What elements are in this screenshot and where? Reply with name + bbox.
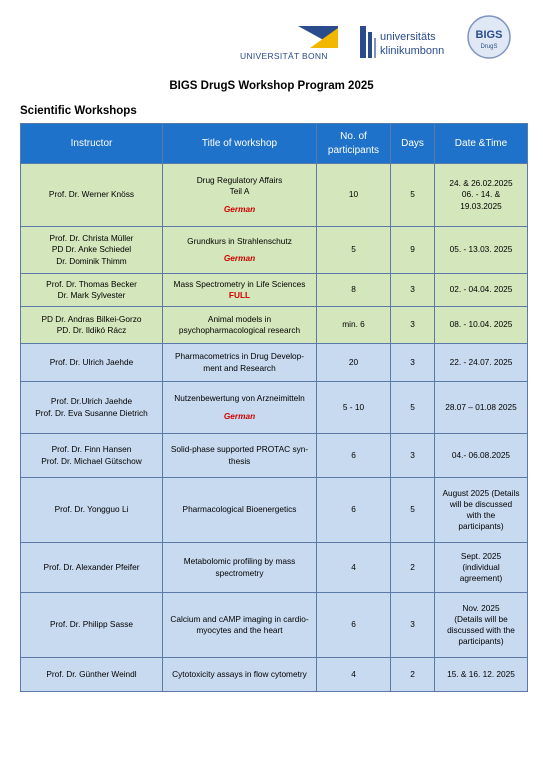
instructor-cell-line: Prof. Dr. Yongguo Li [54, 504, 129, 515]
svg-text:universitäts: universitäts [380, 31, 436, 43]
workshop-title-cell-line: Solid-phase supported PROTAC syn- [170, 444, 309, 455]
workshop-title-cell [163, 593, 317, 658]
instructor-cell [21, 658, 163, 692]
participants-cell: 5 - 10 [317, 382, 391, 434]
date-cell [435, 164, 528, 227]
date-cell-line: 24. & 26.02.2025 [449, 178, 513, 189]
table-row [21, 164, 528, 227]
date-cell [435, 307, 528, 344]
date-cell-line: 22. - 24.07. 2025 [449, 356, 513, 367]
workshop-title-cell-line: Mass Spectrometry in Life Sciences [173, 278, 306, 289]
table-row [21, 478, 528, 543]
participants-cell: min. 6 [317, 307, 391, 344]
workshop-title-cell [163, 164, 317, 227]
instructor-cell-line: Prof. Dr. Alexander Pfeifer [43, 561, 140, 572]
logo-bar [0, 14, 543, 64]
workshop-title-cell [163, 344, 317, 382]
instructor-cell [21, 593, 163, 658]
table-row [21, 658, 528, 692]
days-cell: 3 [391, 344, 435, 382]
language-tag: German [223, 203, 256, 214]
workshop-title-cell [163, 382, 317, 434]
date-cell-line: discussed with the [447, 625, 515, 635]
workshop-title-cell-line: Teil A [229, 186, 250, 197]
instructor-cell-line: Dr. Mark Sylvester [57, 290, 126, 300]
table-body [21, 164, 528, 692]
instructor-cell-line: Prof. Dr. Michael Gütschow [41, 455, 142, 466]
days-cell: 5 [391, 478, 435, 543]
workshop-title-cell [163, 434, 317, 478]
days-cell: 3 [391, 434, 435, 478]
date-cell-line: 04.- 06.08.2025 [451, 449, 511, 460]
workshop-title-cell [163, 658, 317, 692]
workshop-title-cell-line: Pharmacological Bioenergetics [182, 504, 297, 515]
participants-cell: 4 [317, 543, 391, 593]
workshop-title-cell-line: Nutzenbewertung von Arzneimitteln [174, 393, 305, 404]
header-days: Days [391, 124, 435, 164]
workshop-title-cell-line: Metabolomic profiling by mass [183, 556, 296, 567]
uk-bonn-logo [356, 22, 456, 62]
logo-bonn-text: UNIVERSITÄT BONN [240, 51, 328, 61]
date-cell-line: 02. - 04.04. 2025 [449, 284, 513, 295]
date-cell-line: 08. - 10.04. 2025 [449, 319, 513, 330]
participants-cell: 5 [317, 227, 391, 274]
workshop-title-cell-line: psychopharmacological research [178, 325, 301, 335]
instructor-cell [21, 543, 163, 593]
table-row [21, 543, 528, 593]
workshop-title-cell-line: Grundkurs in Strahlenschutz [187, 235, 292, 246]
workshop-title-cell-line: Animal models in [207, 313, 272, 324]
instructor-cell-line: Prof. Dr. Werner Knöss [48, 189, 135, 200]
date-cell [435, 593, 528, 658]
workshop-table [20, 123, 528, 692]
table-row [21, 344, 528, 382]
date-cell-line: (individual [462, 561, 500, 572]
header-date: Date &Time [435, 124, 528, 164]
instructor-cell-line: Prof. Dr.Ulrich Jaehde [50, 396, 133, 407]
instructor-cell-line: Prof. Dr. Philipp Sasse [49, 619, 133, 630]
workshop-title-cell-line: thesis [228, 455, 251, 466]
table-row [21, 382, 528, 434]
workshop-title-cell [163, 227, 317, 274]
participants-cell: 8 [317, 274, 391, 307]
instructor-cell-line: Dr. Dominik Thimm [56, 255, 127, 266]
instructor-cell-line: Prof. Dr. Finn Hansen [51, 444, 132, 455]
date-cell [435, 274, 528, 307]
svg-text:klinikumbonn: klinikumbonn [380, 45, 445, 57]
workshop-title-cell-line: Calcium and cAMP imaging in cardio- [170, 613, 309, 624]
instructor-cell [21, 382, 163, 434]
instructor-cell-line: PD Dr. Andras Bilkei-Gorzo [41, 313, 142, 324]
date-cell-line: agreement) [459, 573, 503, 584]
workshop-title-cell [163, 478, 317, 543]
language-tag: German [223, 410, 256, 421]
university-bonn-logo [240, 24, 340, 62]
workshop-title-cell [163, 307, 317, 344]
date-cell-line: (Details will be [454, 613, 508, 624]
header-participants: No. of participants [317, 124, 391, 164]
workshop-title-cell-line: Cytotoxicity assays in flow cytometry [172, 668, 307, 679]
bigs-drugs-logo [466, 14, 512, 60]
instructor-cell-line: Prof. Dr. Christa Müller [49, 233, 134, 244]
date-cell-line: participants) [458, 636, 504, 647]
date-cell-line: Sept. 2025 [460, 550, 502, 561]
date-cell [435, 344, 528, 382]
instructor-cell-line: PD Dr. Anke Schiedel [51, 244, 132, 255]
svg-text:BIGS: BIGS [475, 29, 503, 41]
instructor-cell-line: Prof. Dr. Eva Susanne Dietrich [35, 407, 148, 418]
participants-cell: 6 [317, 478, 391, 543]
days-cell: 9 [391, 227, 435, 274]
document-title: BIGS DrugS Workshop Program 2025 [169, 80, 374, 92]
language-tag: FULL [228, 290, 251, 300]
table-row [21, 434, 528, 478]
days-cell: 3 [391, 593, 435, 658]
workshop-title-cell [163, 274, 317, 307]
table-row [21, 274, 528, 307]
instructor-cell [21, 344, 163, 382]
workshop-title-cell [163, 543, 317, 593]
days-cell: 2 [391, 658, 435, 692]
table-row [21, 307, 528, 344]
date-cell-line: will be discussed [449, 498, 513, 509]
participants-cell: 6 [317, 434, 391, 478]
date-cell-line: 28.07 – 01.08 2025 [445, 401, 517, 412]
days-cell: 2 [391, 543, 435, 593]
days-cell: 3 [391, 307, 435, 344]
date-cell [435, 543, 528, 593]
days-cell: 5 [391, 382, 435, 434]
instructor-cell-line: Prof. Dr. Ulrich Jaehde [49, 356, 134, 367]
date-cell [435, 658, 528, 692]
date-cell-line: Nov. 2025 [462, 602, 500, 613]
date-cell [435, 434, 528, 478]
table-row [21, 227, 528, 274]
instructor-cell [21, 274, 163, 307]
date-cell [435, 478, 528, 543]
workshop-title-cell-line: spectrometry [215, 567, 264, 578]
section-heading: Scientific Workshops [20, 105, 137, 117]
instructor-cell [21, 164, 163, 227]
table-row [21, 593, 528, 658]
instructor-cell [21, 434, 163, 478]
header-instructor: Instructor [21, 124, 163, 164]
participants-cell: 20 [317, 344, 391, 382]
date-cell-line: 19.03.2025 [460, 200, 502, 211]
date-cell [435, 227, 528, 274]
days-cell: 5 [391, 164, 435, 227]
language-tag: German [223, 253, 256, 263]
date-cell-line: 06. - 14. & [461, 189, 501, 200]
date-cell [435, 382, 528, 434]
date-cell-line: 05. - 13.03. 2025 [449, 244, 513, 255]
instructor-cell-line: Prof. Dr. Günther Weindl [46, 668, 137, 679]
workshop-title-cell-line: Pharmacometrics in Drug Develop- [174, 351, 305, 362]
participants-cell: 10 [317, 164, 391, 227]
date-cell-line: August 2025 (Details [442, 487, 520, 498]
instructor-cell [21, 227, 163, 274]
workshop-title-cell-line: Drug Regulatory Affairs [196, 175, 283, 186]
instructor-cell [21, 478, 163, 543]
table-header-row [21, 124, 528, 164]
participants-cell: 4 [317, 658, 391, 692]
days-cell: 3 [391, 274, 435, 307]
instructor-cell [21, 307, 163, 344]
participants-cell: 6 [317, 593, 391, 658]
svg-text:DrugS: DrugS [480, 44, 498, 50]
instructor-cell-line: Prof. Dr. Thomas Becker [46, 278, 137, 289]
header-title: Title of workshop [163, 124, 317, 164]
workshop-title-cell-line: ment and Research [203, 362, 276, 373]
date-cell-line: with the [466, 510, 496, 520]
date-cell-line: 15. & 16. 12. 2025 [447, 668, 515, 679]
date-cell-line: participants) [458, 521, 504, 532]
instructor-cell-line: PD. Dr. Ildikó Rácz [56, 325, 127, 335]
workshop-title-cell-line: myocytes and the heart [196, 625, 283, 635]
